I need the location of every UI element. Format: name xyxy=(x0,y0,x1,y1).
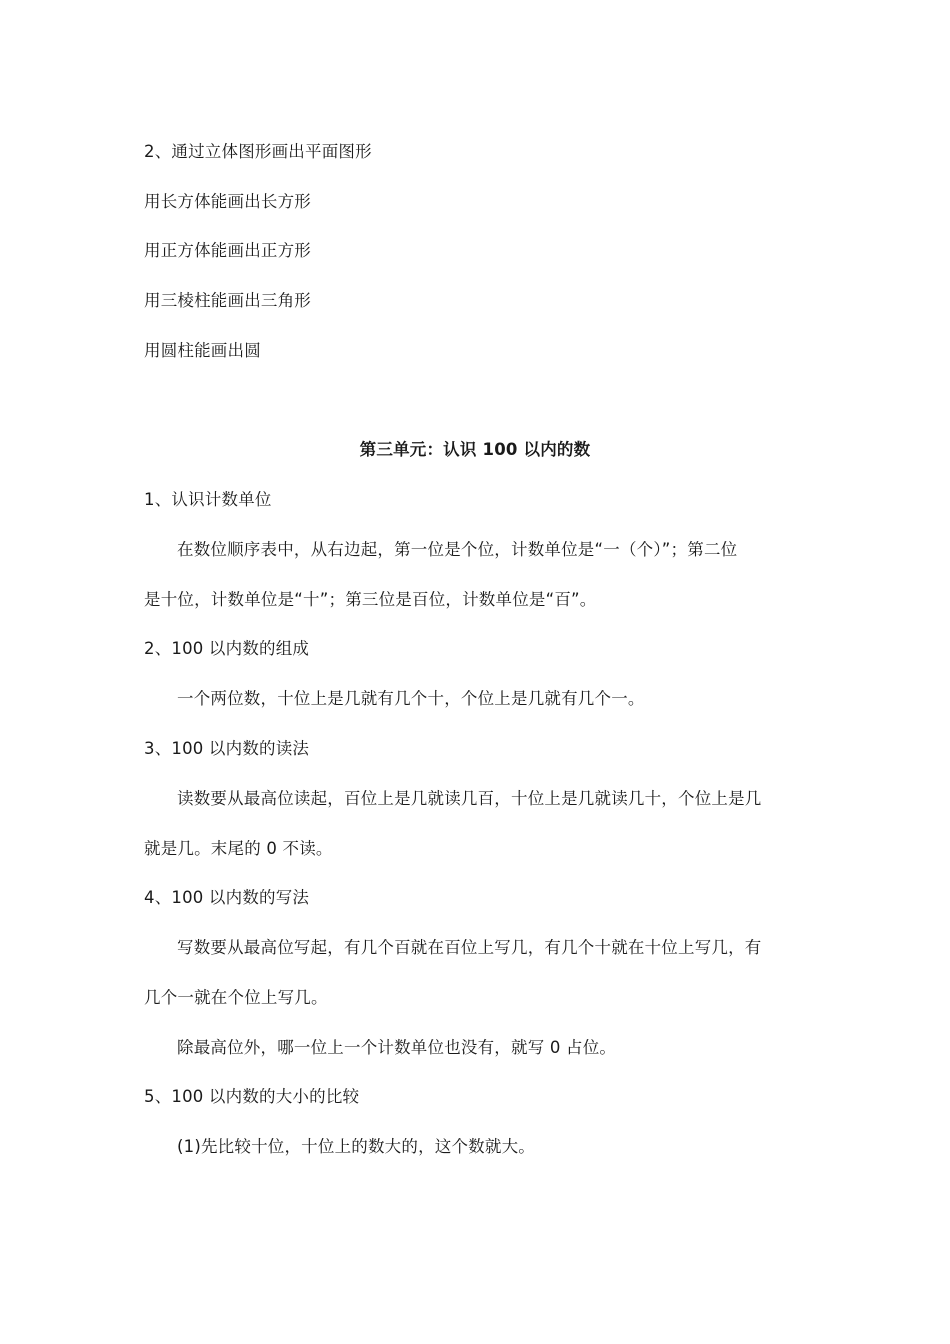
section-heading-composition: 2、100 以内数的组成 xyxy=(144,639,310,658)
paragraph-writing-cont: 几个一就在个位上写几。 xyxy=(144,988,328,1007)
section-heading-reading: 3、100 以内数的读法 xyxy=(144,739,310,758)
paragraph-comparison-step-1: (1)先比较十位，十位上的数大的，这个数就大。 xyxy=(177,1137,535,1156)
section-heading-writing: 4、100 以内数的写法 xyxy=(144,888,310,907)
paragraph-composition: 一个两位数，十位上是几就有几个十，个位上是几就有几个一。 xyxy=(177,689,645,708)
list-item-cuboid: 用长方体能画出长方形 xyxy=(144,192,311,211)
section-heading-counting-units: 1、认识计数单位 xyxy=(144,490,272,509)
list-item-cube: 用正方体能画出正方形 xyxy=(144,241,311,260)
paragraph-reading: 读数要从最高位读起，百位上是几就读几百，十位上是几就读几十，个位上是几 xyxy=(177,789,762,808)
unit-title: 第三单元：认识 100 以内的数 xyxy=(359,440,591,459)
paragraph-writing: 写数要从最高位写起，有几个百就在百位上写几，有几个十就在十位上写几，有 xyxy=(177,938,762,957)
paragraph-zero-placeholder: 除最高位外，哪一位上一个计数单位也没有，就写 0 占位。 xyxy=(177,1038,617,1057)
paragraph-reading-cont: 就是几。末尾的 0 不读。 xyxy=(144,839,333,858)
paragraph-counting-units: 在数位顺序表中，从右边起，第一位是个位，计数单位是“一（个）”；第二位 xyxy=(177,540,738,559)
paragraph-counting-units-cont: 是十位，计数单位是“十”；第三位是百位，计数单位是“百”。 xyxy=(144,590,597,609)
list-item-triangular-prism: 用三棱柱能画出三角形 xyxy=(144,291,311,310)
section-heading-draw-plane-figures: 2、通过立体图形画出平面图形 xyxy=(144,142,372,161)
section-heading-comparison: 5、100 以内数的大小的比较 xyxy=(144,1087,360,1106)
list-item-cylinder: 用圆柱能画出圆 xyxy=(144,341,261,360)
